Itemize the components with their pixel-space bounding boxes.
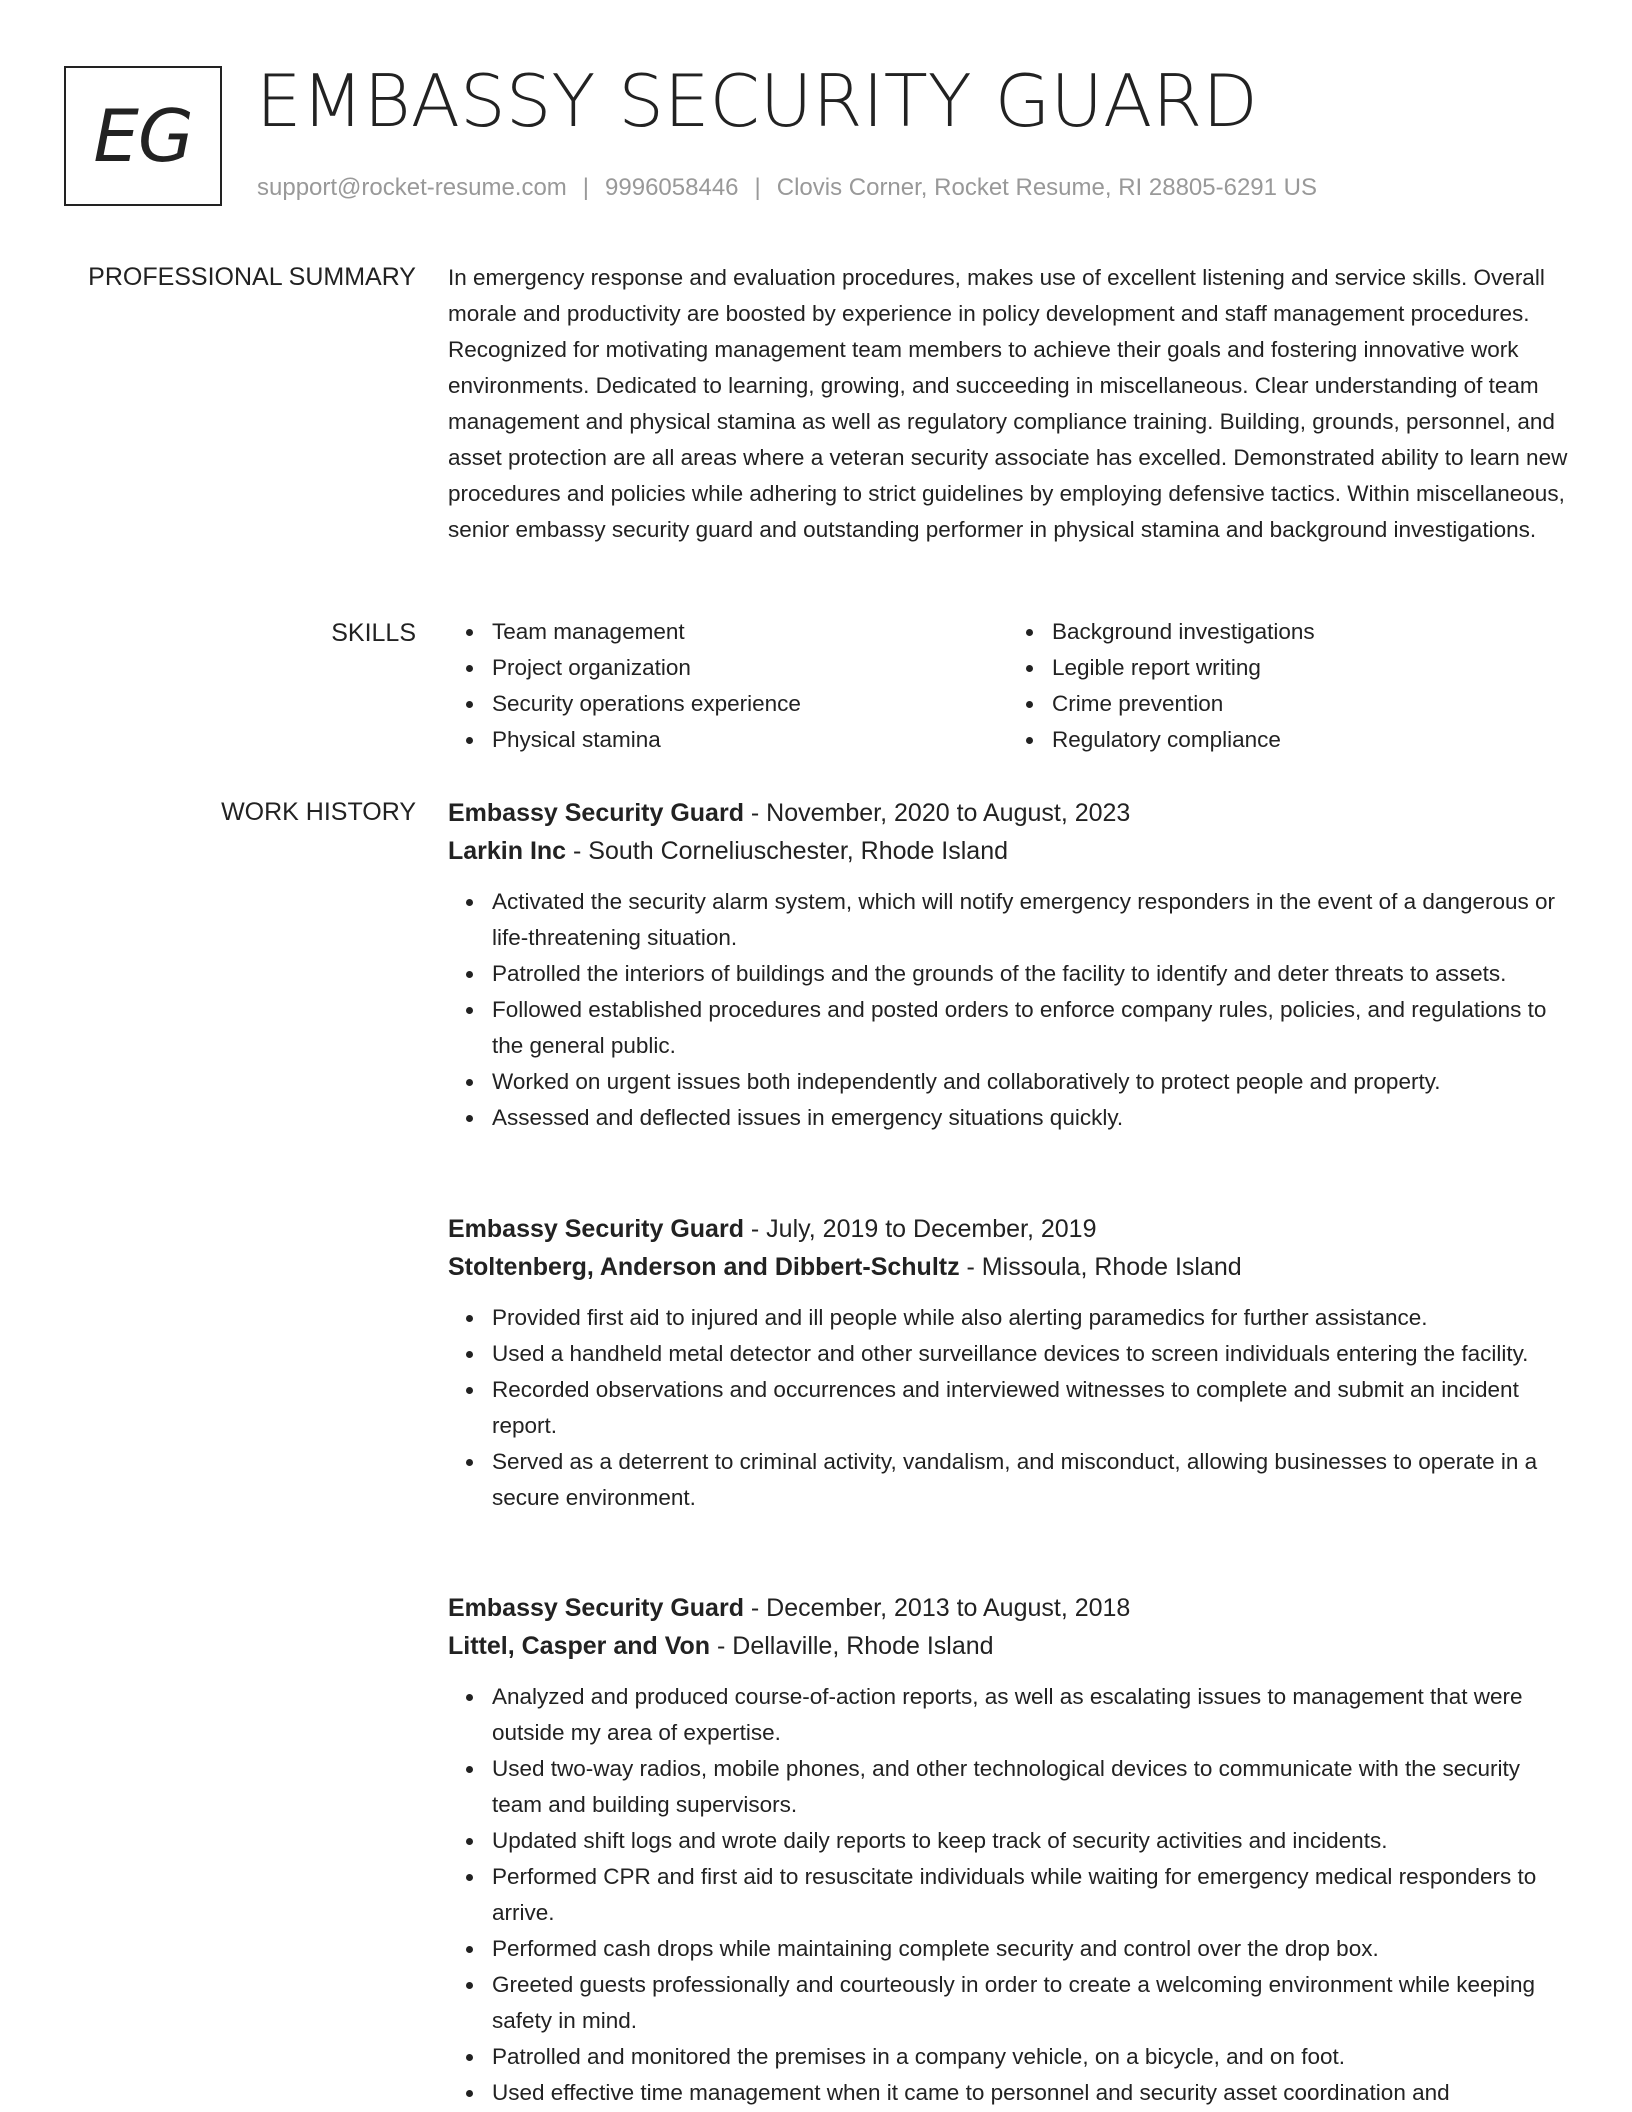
contact-email[interactable]: support@rocket-resume.com bbox=[257, 174, 567, 201]
job-bullet: Used two-way radios, mobile phones, and other technological devices to communicate with the security team and building supervisors. bbox=[492, 1751, 1568, 1823]
job-bullet: Assessed and deflected issues in emergency situations quickly. bbox=[492, 1100, 1568, 1136]
skill-item: Crime prevention bbox=[1052, 686, 1568, 722]
skill-item: Project organization bbox=[492, 650, 1008, 686]
job-bullet: Used a handheld metal detector and other surveillance devices to screen individuals entering the facility. bbox=[492, 1336, 1568, 1372]
job-bullet: Used effective time management when it came to personnel and security asset coordination and bbox=[492, 2075, 1568, 2111]
job-title: Embassy Security Guard bbox=[448, 799, 744, 827]
job-bullets bbox=[448, 1300, 1568, 1516]
contact-address: Clovis Corner, Rocket Resume, RI 28805-6291 US bbox=[776, 174, 1317, 201]
job-title-line bbox=[448, 1210, 1568, 1248]
job-bullet: Greeted guests professionally and courteously in order to create a welcoming environment while keeping safety in mind. bbox=[492, 1967, 1568, 2039]
job-location: - South Corneliuschester, Rhode Island bbox=[566, 837, 1009, 865]
job-entry bbox=[448, 1210, 1568, 1516]
job-bullet: Recorded observations and occurrences and interviewed witnesses to complete and submit an incident report. bbox=[492, 1372, 1568, 1444]
monogram-box bbox=[64, 66, 222, 206]
skill-item: Security operations experience bbox=[492, 686, 1008, 722]
job-bullet: Activated the security alarm system, which will notify emergency responders in the event of a dangerous or life-threatening situation. bbox=[492, 884, 1568, 956]
job-dates: - November, 2020 to August, 2023 bbox=[743, 799, 1131, 827]
job-location: - Missoula, Rhode Island bbox=[959, 1253, 1242, 1281]
job-bullet: Followed established procedures and posted orders to enforce company rules, policies, and regulations to the general public. bbox=[492, 992, 1568, 1064]
job-bullet: Performed CPR and first aid to resuscitate individuals while waiting for emergency medical responders to arrive. bbox=[492, 1859, 1568, 1931]
job-title: Embassy Security Guard bbox=[448, 1594, 744, 1622]
section-label-summary: PROFESSIONAL SUMMARY bbox=[88, 263, 416, 291]
job-title-line bbox=[448, 1589, 1568, 1627]
job-title-line bbox=[448, 794, 1568, 832]
job-company: Larkin Inc bbox=[448, 837, 567, 865]
job-bullet: Performed cash drops while maintaining complete security and control over the drop box. bbox=[492, 1931, 1568, 1967]
job-bullet: Updated shift logs and wrote daily reports to keep track of security activities and incidents. bbox=[492, 1823, 1568, 1859]
job-company-line bbox=[448, 832, 1568, 870]
job-location: - Dellaville, Rhode Island bbox=[710, 1632, 994, 1660]
contact-phone[interactable]: 9996058446 bbox=[605, 174, 739, 201]
monogram-initials: EG bbox=[93, 94, 193, 178]
skill-item: Physical stamina bbox=[492, 722, 1008, 758]
section-label-skills: SKILLS bbox=[331, 619, 416, 647]
contact-separator: | bbox=[754, 174, 761, 201]
skill-item: Background investigations bbox=[1052, 614, 1568, 650]
skill-item: Regulatory compliance bbox=[1052, 722, 1568, 758]
skill-item: Legible report writing bbox=[1052, 650, 1568, 686]
job-bullet: Patrolled and monitored the premises in a company vehicle, on a bicycle, and on foot. bbox=[492, 2039, 1568, 2075]
skills-column-left bbox=[448, 614, 1008, 758]
job-bullet: Provided first aid to injured and ill people while also alerting paramedics for further assistance. bbox=[492, 1300, 1568, 1336]
section-label-work-history: WORK HISTORY bbox=[221, 798, 416, 826]
job-company: Littel, Casper and Von bbox=[448, 1632, 711, 1660]
skills-grid bbox=[448, 614, 1568, 758]
summary-text: In emergency response and evaluation procedures, makes use of excellent listening and service skills. Overall morale and productivity are boosted by experience in policy development and staff management procedures. Recognized for motivating management team members to achieve their goals and fostering innovative work environments. Dedicated to learning, growing, and succeeding in miscellaneous. Clear understanding of team management and physical stamina as well as regulatory compliance training. Building, grounds, personnel, and asset protection are all areas where a veteran security associate has excelled. Demonstrated ability to learn new procedures and policies while adhering to strict guidelines by employing defensive tactics. Within miscellaneous, senior embassy security guard and outstanding performer in physical stamina and background investigations. bbox=[448, 265, 1568, 542]
job-company-line bbox=[448, 1627, 1568, 1665]
resume-name-title: EMBASSY SECURITY GUARD bbox=[256, 59, 1258, 143]
skill-item: Team management bbox=[492, 614, 1008, 650]
skills-column-right bbox=[1008, 614, 1568, 758]
contact-separator: | bbox=[582, 174, 590, 201]
job-company-line bbox=[448, 1248, 1568, 1286]
job-title: Embassy Security Guard bbox=[448, 1215, 744, 1243]
job-entry bbox=[448, 794, 1568, 1136]
job-bullet: Analyzed and produced course-of-action reports, as well as escalating issues to management that were outside my area of expertise. bbox=[492, 1679, 1568, 1751]
job-bullet: Served as a deterrent to criminal activity, vandalism, and misconduct, allowing businesses to operate in a secure environment. bbox=[492, 1444, 1568, 1516]
job-bullets bbox=[448, 1679, 1568, 2111]
job-entry bbox=[448, 1589, 1568, 2111]
job-bullet: Worked on urgent issues both independently and collaboratively to protect people and property. bbox=[492, 1064, 1568, 1100]
job-dates: - July, 2019 to December, 2019 bbox=[743, 1215, 1097, 1243]
job-bullets bbox=[448, 884, 1568, 1136]
job-company: Stoltenberg, Anderson and Dibbert-Schultz bbox=[448, 1253, 960, 1281]
job-dates: - December, 2013 to August, 2018 bbox=[743, 1594, 1131, 1622]
job-bullet: Patrolled the interiors of buildings and the grounds of the facility to identify and deter threats to assets. bbox=[492, 956, 1568, 992]
contact-line bbox=[257, 174, 1317, 202]
